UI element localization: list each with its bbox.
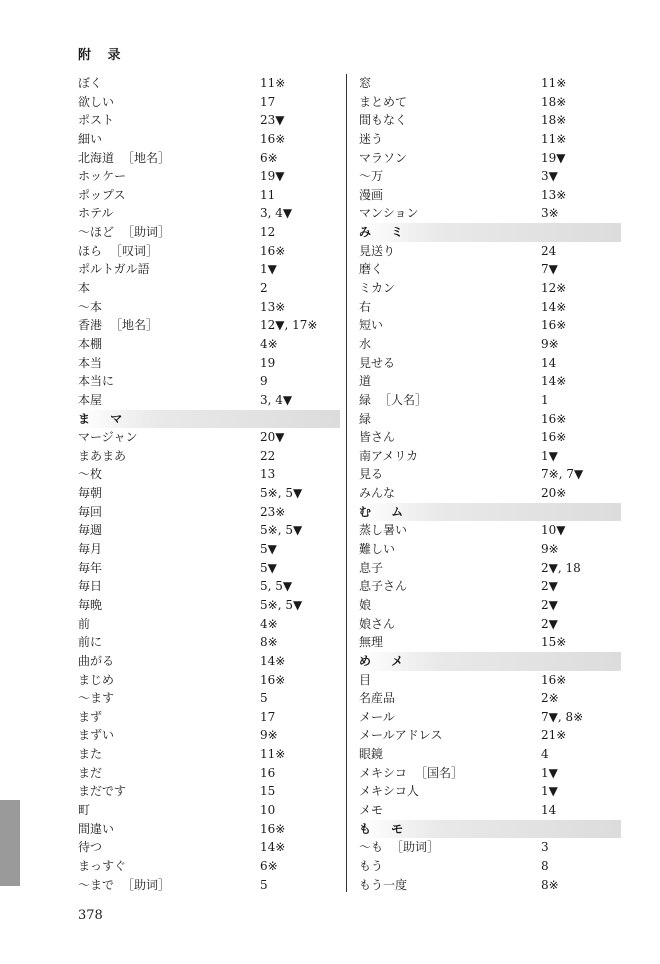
entry-term: 見送り [359, 243, 396, 258]
index-entry [359, 465, 621, 484]
entry-lesson-ref: 24 [541, 243, 557, 258]
entry-term: 町 [78, 802, 91, 817]
index-entry [359, 726, 621, 745]
entry-lesson-ref: 8※ [541, 877, 559, 892]
entry-term: 緑 [359, 392, 372, 407]
entry-term: ～ます [78, 691, 115, 706]
index-entry [359, 521, 621, 540]
entry-lesson-ref: 16※ [541, 411, 567, 426]
index-entry [359, 372, 621, 391]
entry-term: 本屋 [78, 392, 103, 407]
entry-lesson-ref: 9※ [260, 728, 278, 743]
entry-lesson-ref: 3※ [541, 206, 559, 221]
index-entry [359, 335, 621, 354]
index-entry [359, 167, 621, 186]
index-entry [359, 354, 621, 373]
entry-term: まとめて [359, 94, 408, 109]
section-kana: む ム [359, 504, 412, 519]
index-entry [359, 671, 621, 690]
section-kana: め メ [359, 653, 412, 668]
entry-lesson-ref: 2▼, 18 [541, 560, 581, 575]
entry-term: メキシコ [359, 765, 407, 780]
entry-lesson-ref: 9※ [541, 336, 559, 351]
entry-term: みんな [359, 486, 396, 501]
index-entry [78, 186, 340, 205]
entry-term: 見せる [359, 355, 396, 370]
entry-lesson-ref: 11 [260, 187, 276, 202]
entry-lesson-ref: 9 [260, 374, 268, 389]
entry-term: まっすぐ [78, 858, 127, 873]
entry-lesson-ref: 6※ [260, 150, 278, 165]
index-entry [359, 764, 621, 783]
index-entry [78, 223, 340, 242]
entry-lesson-ref: 17 [260, 94, 276, 109]
entry-term: 北海道 [78, 150, 115, 165]
index-entry [359, 596, 621, 615]
entry-term: 曲がる [78, 653, 115, 668]
entry-lesson-ref: 5 [260, 691, 268, 706]
index-entry [78, 671, 340, 690]
entry-term: 前に [78, 635, 103, 650]
entry-term: 間もなく [359, 113, 408, 128]
entry-part-of-speech: ［地名］ [122, 150, 171, 165]
index-entry [359, 559, 621, 578]
entry-term: マージャン [78, 430, 138, 445]
index-entry [78, 167, 340, 186]
entry-term: 緑 [359, 411, 372, 426]
entry-lesson-ref: 5 [260, 877, 268, 892]
index-entry [78, 708, 340, 727]
entry-term: 迷う [359, 131, 384, 146]
entry-lesson-ref: 11※ [260, 747, 286, 762]
index-entry [78, 130, 340, 149]
entry-lesson-ref: 23※ [260, 504, 286, 519]
index-entry [359, 111, 621, 130]
index-entry [78, 93, 340, 112]
entry-term: 待つ [78, 840, 103, 855]
index-entry [78, 540, 340, 559]
index-entry [78, 689, 340, 708]
index-entry [359, 316, 621, 335]
entry-lesson-ref: 8※ [260, 635, 278, 650]
entry-lesson-ref: 19▼ [260, 169, 285, 184]
index-entry [359, 447, 621, 466]
entry-term: 窓 [359, 76, 372, 90]
entry-term: ホッケー [78, 169, 127, 184]
entry-term: 皆さん [359, 430, 396, 445]
entry-term: 短い [359, 318, 384, 333]
index-entry [78, 335, 340, 354]
entry-lesson-ref: 13 [260, 467, 276, 482]
page-header: 附 录 [78, 48, 127, 63]
entry-lesson-ref: 3, 4▼ [260, 206, 293, 221]
index-entry [78, 596, 340, 615]
entry-lesson-ref: 1▼ [541, 765, 558, 780]
index-entry [359, 279, 621, 298]
entry-term: 毎晩 [78, 597, 103, 612]
index-entry [78, 577, 340, 596]
entry-part-of-speech: ［叹词］ [110, 243, 159, 258]
index-entry [78, 74, 340, 93]
entry-term: 香港 [78, 318, 103, 333]
entry-term: ～万 [359, 169, 384, 184]
entry-term: 道 [359, 374, 372, 389]
entry-term: 息子さん [359, 579, 408, 594]
entry-term: ほら [78, 243, 103, 258]
index-entry [78, 726, 340, 745]
entry-term: また [78, 747, 103, 762]
entry-lesson-ref: 11※ [260, 76, 286, 90]
entry-lesson-ref: 14※ [260, 840, 286, 855]
entry-term: 息子 [359, 560, 384, 575]
entry-part-of-speech: ［助词］ [122, 877, 171, 892]
entry-term: 磨く [359, 262, 384, 277]
entry-term: 毎週 [78, 523, 103, 538]
entry-term: 本当に [78, 374, 115, 389]
entry-term: 本棚 [78, 336, 103, 351]
index-entry [78, 428, 340, 447]
entry-part-of-speech: ［国名］ [415, 765, 464, 780]
index-entry [359, 391, 621, 410]
index-entry [78, 615, 340, 634]
entry-lesson-ref: 5※, 5▼ [260, 597, 303, 612]
entry-lesson-ref: 23▼ [260, 113, 285, 128]
entry-lesson-ref: 16※ [260, 672, 286, 687]
entry-lesson-ref: 11※ [541, 131, 567, 146]
entry-term: 毎月 [78, 542, 103, 557]
section-kana: ま マ [78, 411, 131, 426]
index-entry [78, 316, 340, 335]
index-entry [359, 838, 621, 857]
entry-term: ～枚 [78, 467, 103, 482]
entry-lesson-ref: 14※ [541, 299, 567, 314]
entry-term: 南アメリカ [359, 448, 419, 463]
entry-lesson-ref: 16※ [260, 131, 286, 146]
index-entry [359, 149, 621, 168]
entry-lesson-ref: 12 [260, 225, 276, 240]
entry-lesson-ref: 9※ [541, 542, 559, 557]
entry-lesson-ref: 14 [541, 802, 557, 817]
entry-term: メモ [359, 802, 384, 817]
index-entry [78, 857, 340, 876]
entry-term: 細い [78, 131, 103, 146]
entry-lesson-ref: 11※ [541, 76, 567, 90]
index-entry [78, 354, 340, 373]
entry-term: ぼく [78, 76, 103, 90]
index-entry [78, 298, 340, 317]
index-entry [78, 745, 340, 764]
entry-lesson-ref: 14 [541, 355, 557, 370]
entry-term: ミカン [359, 281, 396, 296]
entry-term: 欲しい [78, 94, 115, 109]
entry-lesson-ref: 20▼ [260, 430, 285, 445]
index-entry [359, 540, 621, 559]
entry-term: 毎朝 [78, 486, 103, 501]
index-entry [359, 484, 621, 503]
entry-lesson-ref: 2 [260, 281, 268, 296]
index-entry [359, 801, 621, 820]
entry-term: 眼鏡 [359, 747, 384, 762]
entry-term: 毎年 [78, 560, 103, 575]
index-entry [78, 465, 340, 484]
entry-term: まず [78, 709, 103, 724]
entry-lesson-ref: 7▼, 8※ [541, 709, 584, 724]
index-entry [359, 130, 621, 149]
entry-lesson-ref: 7▼ [541, 262, 558, 277]
entry-lesson-ref: 20※ [541, 486, 567, 501]
entry-term: 娘さん [359, 616, 396, 631]
side-thumb-tab [0, 800, 20, 886]
index-entry [78, 260, 340, 279]
entry-lesson-ref: 2▼ [541, 579, 558, 594]
entry-term: 水 [359, 336, 372, 351]
entry-lesson-ref: 15 [260, 784, 276, 799]
entry-lesson-ref: 4※ [260, 616, 278, 631]
entry-term: 名産品 [359, 691, 396, 706]
entry-lesson-ref: 1 [541, 392, 549, 407]
entry-lesson-ref: 10▼ [541, 523, 566, 538]
entry-lesson-ref: 16※ [541, 672, 567, 687]
entry-term: まだです [78, 784, 127, 799]
entry-lesson-ref: 12▼, 17※ [260, 318, 318, 333]
index-entry [359, 615, 621, 634]
entry-term: 右 [359, 299, 372, 314]
index-entry [359, 577, 621, 596]
entry-term: 蒸し暑い [359, 523, 408, 538]
section-header [359, 503, 621, 522]
index-entry [359, 298, 621, 317]
index-entry [78, 447, 340, 466]
index-entry [78, 149, 340, 168]
index-entry [359, 745, 621, 764]
entry-lesson-ref: 2※ [541, 691, 559, 706]
entry-term: マンション [359, 206, 419, 221]
entry-lesson-ref: 2▼ [541, 597, 558, 612]
index-entry [78, 521, 340, 540]
index-entry [78, 391, 340, 410]
index-entry [359, 876, 621, 895]
section-kana: も モ [359, 821, 412, 836]
entry-term: メールアドレス [359, 728, 443, 743]
entry-term: メキシコ人 [359, 784, 419, 799]
entry-lesson-ref: 5※, 5▼ [260, 486, 303, 501]
section-header [359, 820, 621, 839]
index-entry [78, 801, 340, 820]
entry-lesson-ref: 3 [541, 840, 549, 855]
entry-lesson-ref: 16※ [541, 430, 567, 445]
entry-lesson-ref: 2▼ [541, 616, 558, 631]
page-number: 378 [78, 908, 103, 923]
section-kana: み ミ [359, 225, 412, 240]
entry-term: 無理 [359, 635, 384, 650]
entry-lesson-ref: 7※, 7▼ [541, 467, 584, 482]
section-header [359, 652, 621, 671]
entry-term: 本 [78, 281, 91, 296]
index-entry [78, 633, 340, 652]
entry-term: ポスト [78, 113, 115, 128]
entry-lesson-ref: 8 [541, 858, 549, 873]
entry-part-of-speech: ［人名］ [379, 392, 428, 407]
entry-term: マラソン [359, 150, 408, 165]
index-entry [359, 93, 621, 112]
entry-term: 見る [359, 467, 384, 482]
entry-lesson-ref: 1▼ [541, 448, 558, 463]
entry-lesson-ref: 19 [260, 355, 276, 370]
index-entry [78, 782, 340, 801]
entry-lesson-ref: 18※ [541, 113, 567, 128]
entry-term: 娘 [359, 597, 372, 612]
entry-term: もう一度 [359, 877, 408, 892]
entry-lesson-ref: 16※ [541, 318, 567, 333]
entry-term: まあまあ [78, 448, 127, 463]
entry-lesson-ref: 16 [260, 765, 276, 780]
index-entry [359, 708, 621, 727]
index-entry [78, 503, 340, 522]
entry-lesson-ref: 12※ [541, 281, 567, 296]
entry-lesson-ref: 14※ [260, 653, 286, 668]
entry-term: 目 [359, 672, 372, 687]
index-entry [359, 782, 621, 801]
index-entry [78, 484, 340, 503]
entry-lesson-ref: 16※ [260, 243, 286, 258]
index-entry [359, 857, 621, 876]
entry-term: まずい [78, 728, 115, 743]
entry-lesson-ref: 18※ [541, 94, 567, 109]
entry-term: 漫画 [359, 187, 384, 202]
entry-lesson-ref: 3, 4▼ [260, 392, 293, 407]
entry-lesson-ref: 3▼ [541, 169, 558, 184]
index-entry [78, 876, 340, 895]
entry-term: 本当 [78, 355, 103, 370]
entry-lesson-ref: 15※ [541, 635, 567, 650]
column-divider [346, 74, 347, 892]
entry-part-of-speech: ［助词］ [122, 225, 171, 240]
entry-lesson-ref: 5▼ [260, 560, 277, 575]
entry-lesson-ref: 21※ [541, 728, 567, 743]
entry-term: 間違い [78, 821, 115, 836]
index-entry [78, 279, 340, 298]
entry-lesson-ref: 10 [260, 802, 276, 817]
entry-lesson-ref: 6※ [260, 858, 278, 873]
entry-term: まだ [78, 765, 103, 780]
entry-lesson-ref: 13※ [541, 187, 567, 202]
entry-lesson-ref: 5※, 5▼ [260, 523, 303, 538]
index-entry [359, 689, 621, 708]
index-entry [78, 204, 340, 223]
index-entry [359, 260, 621, 279]
entry-term: 前 [78, 616, 91, 631]
index-entry [359, 428, 621, 447]
entry-lesson-ref: 1▼ [541, 784, 558, 799]
index-entry [359, 410, 621, 429]
entry-lesson-ref: 5▼ [260, 542, 277, 557]
index-entry [359, 633, 621, 652]
entry-lesson-ref: 22 [260, 448, 276, 463]
index-entry [359, 204, 621, 223]
entry-lesson-ref: 17 [260, 709, 276, 724]
entry-term: ～本 [78, 299, 103, 314]
entry-term: ホテル [78, 206, 114, 221]
entry-term: ～まで [78, 877, 115, 892]
index-entry [78, 111, 340, 130]
entry-term: ～も [359, 840, 384, 855]
section-header [359, 223, 621, 242]
entry-term: 毎日 [78, 579, 103, 594]
index-entry [359, 74, 621, 93]
section-header [78, 410, 340, 429]
entry-term: まじめ [78, 672, 115, 687]
index-entry [78, 372, 340, 391]
entry-lesson-ref: 4 [541, 747, 549, 762]
entry-term: 毎回 [78, 504, 103, 519]
entry-term: ポップス [78, 187, 126, 202]
index-column-left [78, 74, 340, 894]
index-entry [78, 652, 340, 671]
entry-term: もう [359, 858, 384, 873]
entry-term: メール [359, 709, 395, 724]
index-entry [78, 559, 340, 578]
entry-lesson-ref: 5, 5▼ [260, 579, 293, 594]
index-entry [78, 242, 340, 261]
entry-lesson-ref: 4※ [260, 336, 278, 351]
index-entry [359, 242, 621, 261]
index-entry [359, 186, 621, 205]
entry-lesson-ref: 13※ [260, 299, 286, 314]
index-entry [78, 820, 340, 839]
entry-lesson-ref: 16※ [260, 821, 286, 836]
entry-term: ～ほど [78, 225, 115, 240]
entry-term: ポルトガル語 [78, 262, 150, 277]
entry-lesson-ref: 1▼ [260, 262, 277, 277]
entry-term: 難しい [359, 542, 396, 557]
entry-part-of-speech: ［地名］ [110, 318, 159, 333]
entry-lesson-ref: 14※ [541, 374, 567, 389]
index-column-right [359, 74, 621, 894]
entry-lesson-ref: 19▼ [541, 150, 566, 165]
index-entry [78, 764, 340, 783]
entry-part-of-speech: ［助词］ [391, 840, 440, 855]
index-entry [78, 838, 340, 857]
